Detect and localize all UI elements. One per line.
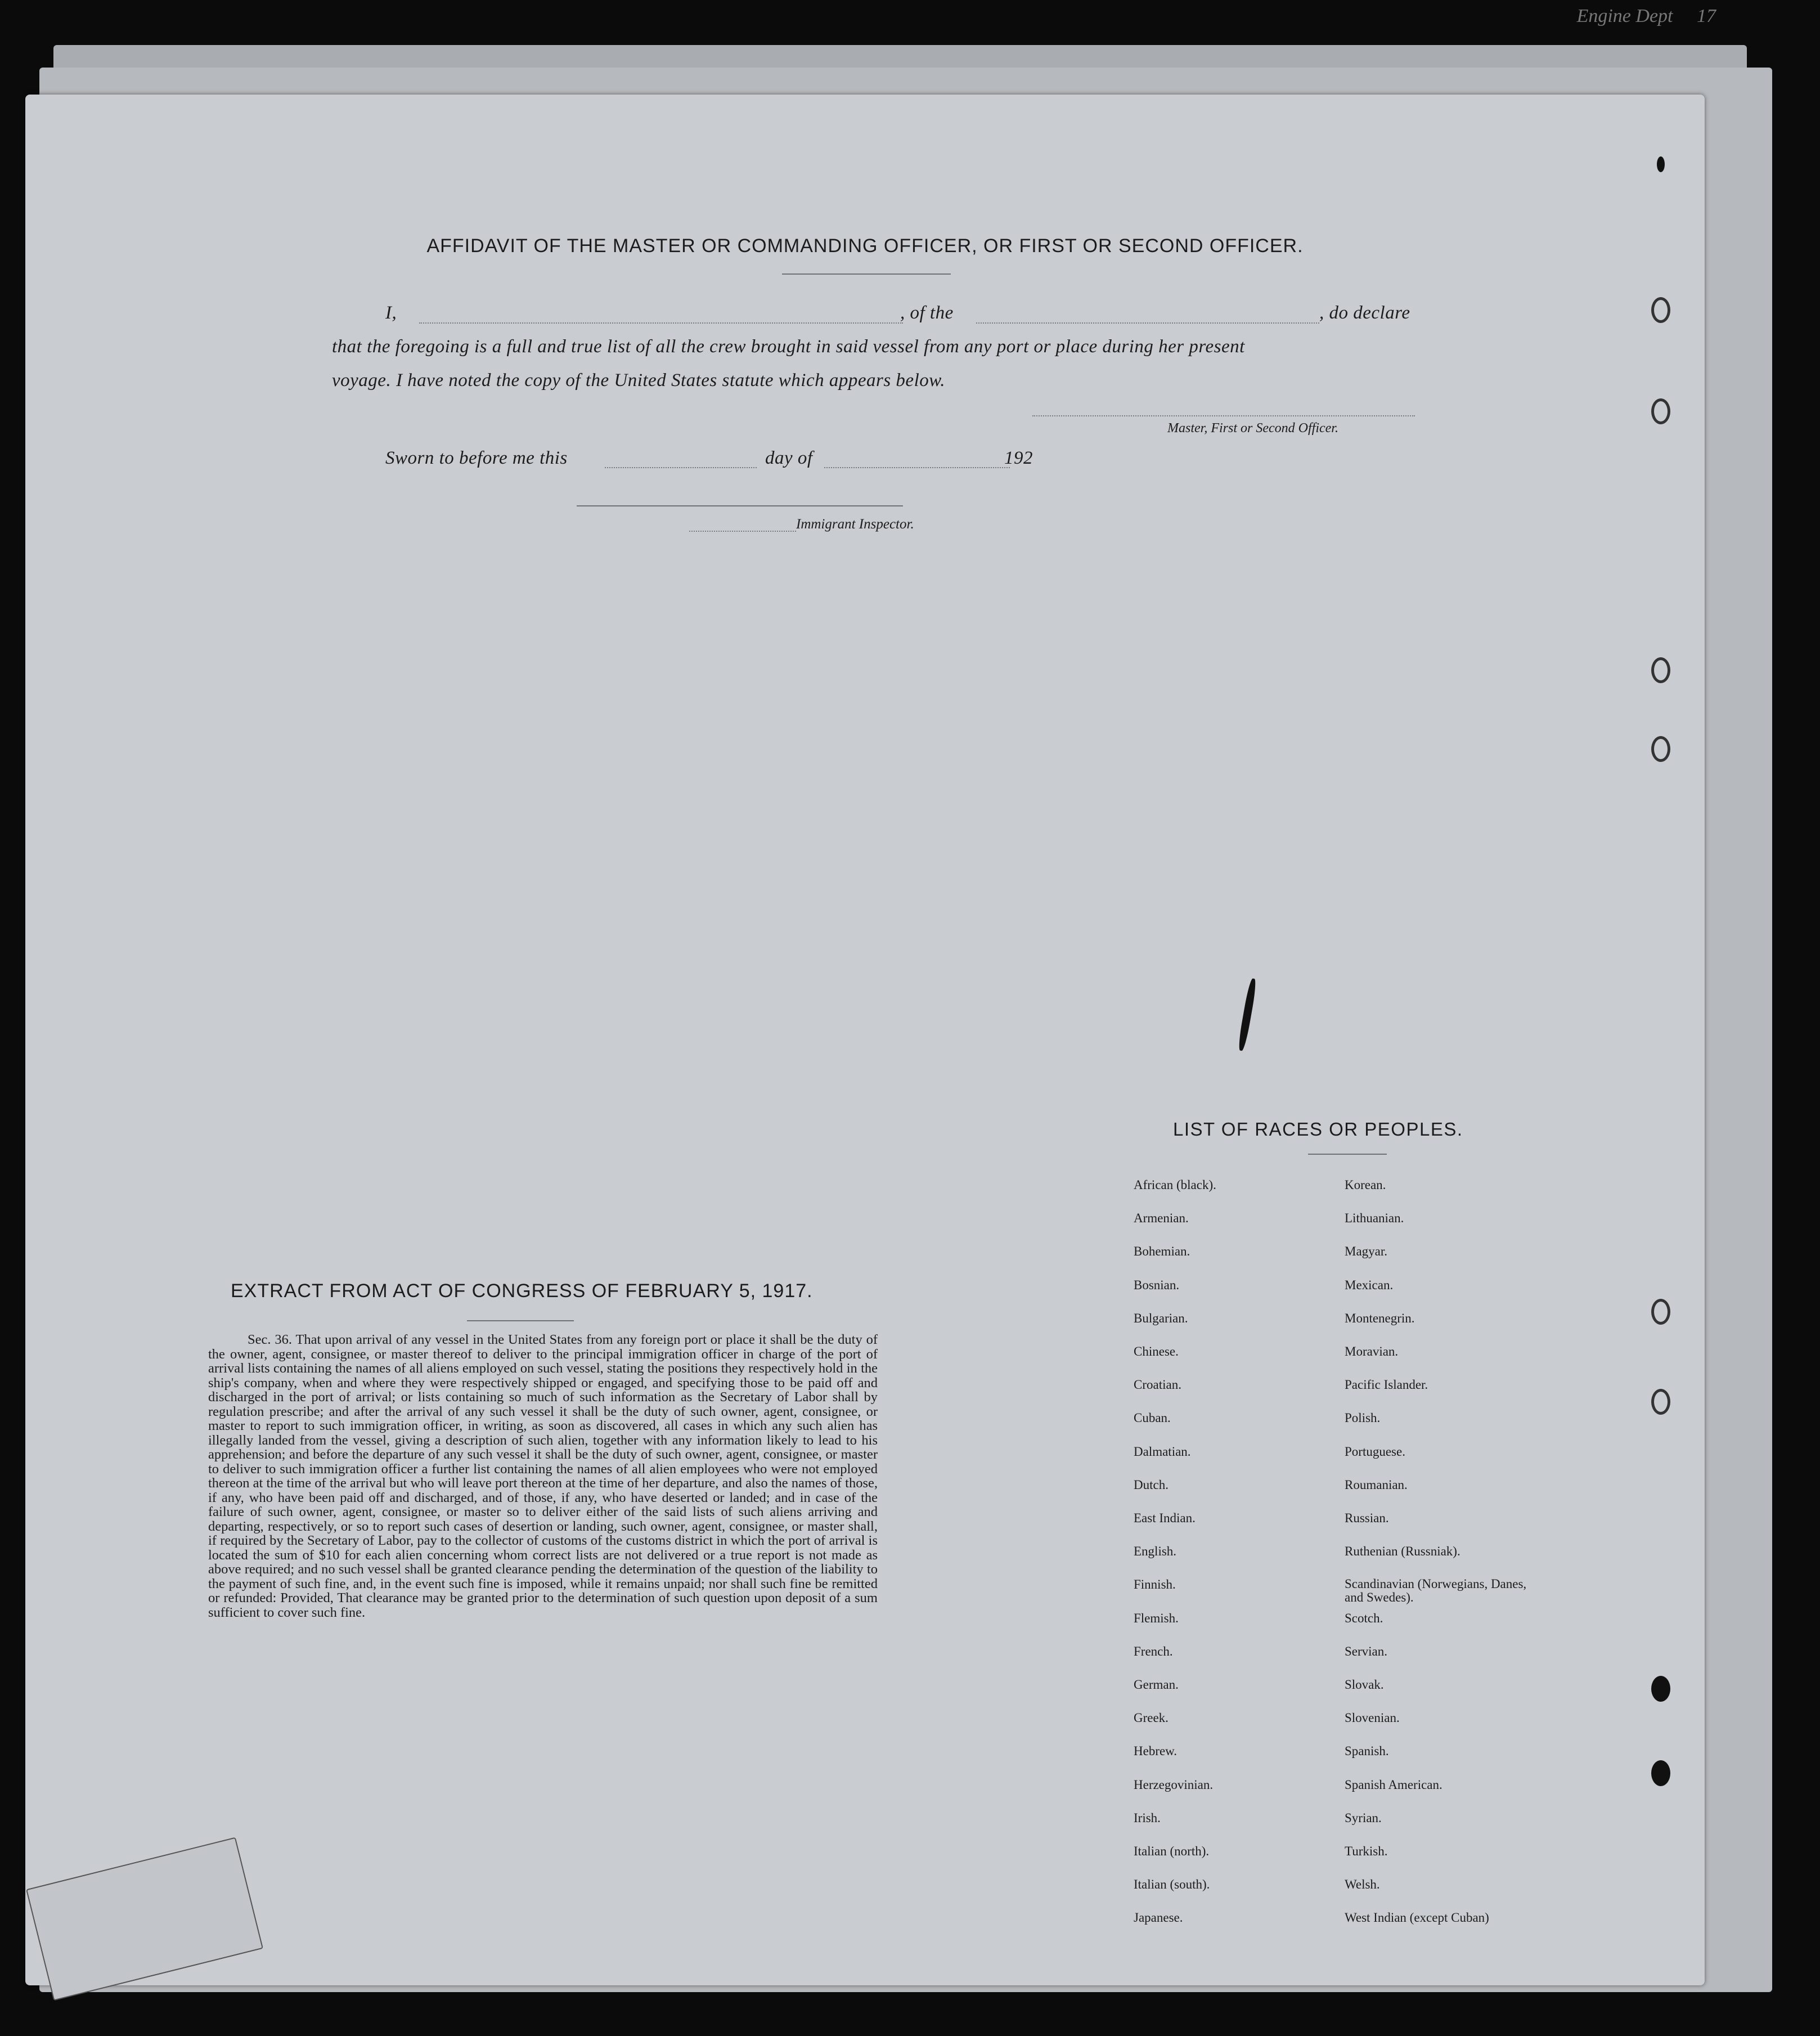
- affidavit-statute-line: voyage. I have noted the copy of the United States statute which appears below.: [332, 370, 946, 391]
- corner-handwritten-note: Engine Dept 17: [1576, 6, 1716, 26]
- race-item: Moravian.: [1345, 1344, 1399, 1358]
- vessel-blank: [976, 322, 1319, 324]
- race-item: African (black).: [1134, 1178, 1216, 1192]
- extract-body: Sec. 36. That upon arrival of any vessel in the United States from any foreign port or place it shall be the duty of the owner, agent, consignee, or master thereof to deliver to the principal immigration officer in charge of the port of arrival lists containing the names of all aliens employed on such vessel, stating the positions they respectively hold in the ship's company, when and where they were respectively shipped or engaged, and specifying those to be paid off and discharged in the port of arrival; or lists containing so much of such information as the Secretary of Labor shall by regulation prescribe; and after the arrival of any such vessel it shall be the duty of such owner, agent, consignee, or master to report to such immigration officer, in writing, as soon as discovered, all cases in which any such alien has illegally landed from the vessel, giving a description of such alien, together with any information likely to lead to his apprehension; and before the departure of any such vessel it shall be the duty of such owner, agent, consignee, or master to deliver to such immigration officer a further list containing the names of all alien employees who were not employed thereon at the time of the arrival but who will leave port thereon at the time of her departure, and also the names of those, if any, who have been paid off and discharged, and of those, if any, who have deserted or landed; and in case of the failure of such owner, agent, consignee, or master so to deliver either of the said lists of such aliens arriving and departing, respectively, or so to report such cases of desertion or landing, such owner, agent, consignee, or master shall, if required by the Secretary of Labor, pay to the collector of customs of the customs district in which the port of arrival is located the sum of $10 for each alien concerning whom correct lists are not delivered or a true report is not made as above required; and no such vessel shall be granted clearance pending the determination of the question of the liability to the payment of such fine, and, in the event such fine is imposed, while it remains unpaid; nor shall such fine be remitted or refunded: Provided, That clearance may be granted prior to the determination of such question upon deposit of a sum sufficient to cover such fine.: [208, 1332, 878, 1620]
- race-item: Herzegovinian.: [1134, 1777, 1214, 1792]
- affidavit-declaration-line: that the foregoing is a full and true list of all the crew brought in said vessel from any port or place during her present: [332, 337, 1245, 357]
- affidavit-i-label: I,: [385, 303, 397, 323]
- race-item: Polish.: [1345, 1411, 1381, 1425]
- race-item: Servian.: [1345, 1644, 1388, 1658]
- race-item: Korean.: [1345, 1178, 1386, 1192]
- manifest-page: [25, 95, 1705, 1985]
- binder-hole: [1651, 736, 1670, 762]
- affidavit-do-declare-label: , do declare: [1319, 303, 1410, 323]
- race-item: Magyar.: [1345, 1244, 1388, 1259]
- race-item: Lithuanian.: [1345, 1211, 1404, 1226]
- inspector-signature-line: [577, 505, 903, 506]
- sworn-month-blank: [824, 467, 1010, 468]
- race-item: Dutch.: [1134, 1477, 1169, 1492]
- race-item: Mexican.: [1345, 1277, 1394, 1292]
- race-item: Scandinavian (Norwegians, Danes, and Swedes).: [1345, 1577, 1527, 1605]
- signature-line: [1032, 415, 1415, 416]
- race-item: Italian (south).: [1134, 1877, 1210, 1892]
- sworn-day-blank: [605, 467, 757, 468]
- race-item: Bulgarian.: [1134, 1311, 1188, 1325]
- day-of-label: day of: [765, 448, 813, 468]
- race-item: Japanese.: [1134, 1911, 1183, 1925]
- race-item: Spanish American.: [1345, 1777, 1442, 1792]
- race-item: Cuban.: [1134, 1411, 1171, 1425]
- race-item: French.: [1134, 1644, 1173, 1658]
- binder-hole: [1651, 1760, 1670, 1786]
- race-item: Roumanian.: [1345, 1477, 1408, 1492]
- race-item: Finnish.: [1134, 1577, 1176, 1592]
- binder-hole: [1651, 297, 1670, 323]
- binder-hole: [1657, 156, 1665, 172]
- affidavit-of-the-label: , of the: [900, 303, 954, 323]
- binder-hole: [1651, 398, 1670, 424]
- race-item: German.: [1134, 1678, 1179, 1692]
- race-item: English.: [1134, 1544, 1177, 1559]
- binder-hole: [1651, 657, 1670, 683]
- binder-hole: [1651, 1389, 1670, 1415]
- binder-hole: [1651, 1676, 1670, 1702]
- race-item: Welsh.: [1345, 1877, 1380, 1892]
- race-item: Italian (north).: [1134, 1844, 1210, 1858]
- race-item: Hebrew.: [1134, 1744, 1178, 1759]
- race-item: Spanish.: [1345, 1744, 1389, 1759]
- race-item: Montenegrin.: [1345, 1311, 1415, 1325]
- ink-mark: [1237, 978, 1257, 1051]
- race-item: Irish.: [1134, 1810, 1161, 1825]
- race-item: Russian.: [1345, 1511, 1389, 1525]
- race-item: Armenian.: [1134, 1211, 1189, 1226]
- race-item: Greek.: [1134, 1711, 1169, 1725]
- race-item: Flemish.: [1134, 1611, 1179, 1625]
- affidavit-title: AFFIDAVIT OF THE MASTER OR COMMANDING OFFICER, OR FIRST OR SECOND OFFICER.: [426, 235, 1304, 257]
- races-title-rule: [1308, 1154, 1387, 1155]
- race-item: Turkish.: [1345, 1844, 1388, 1858]
- race-item: Portuguese.: [1345, 1444, 1405, 1459]
- race-item: Syrian.: [1345, 1810, 1382, 1825]
- race-item: East Indian.: [1134, 1511, 1196, 1525]
- inspector-dotted-lead: [689, 531, 796, 532]
- race-item: Scotch.: [1345, 1611, 1383, 1625]
- folded-corner: [26, 1837, 263, 2001]
- title-rule: [782, 273, 951, 275]
- binder-hole: [1651, 1299, 1670, 1325]
- race-item: Croatian.: [1134, 1378, 1181, 1392]
- race-item: Slovak.: [1345, 1678, 1384, 1692]
- inspector-caption: Immigrant Inspector.: [796, 517, 914, 532]
- races-title: LIST OF RACES OR PEOPLES.: [1173, 1119, 1463, 1140]
- race-item: Ruthenian (Russniak).: [1345, 1544, 1461, 1559]
- extract-title: EXTRACT FROM ACT OF CONGRESS OF FEBRUARY 5, 1917.: [231, 1280, 813, 1302]
- race-item: Dalmatian.: [1134, 1444, 1191, 1459]
- race-item: Bosnian.: [1134, 1277, 1180, 1292]
- race-item: Pacific Islander.: [1345, 1378, 1428, 1392]
- name-blank: [419, 322, 903, 324]
- race-item: West Indian (except Cuban): [1345, 1911, 1489, 1925]
- race-item: Slovenian.: [1345, 1711, 1400, 1725]
- sworn-label: Sworn to before me this: [385, 448, 568, 468]
- year-label: 192: [1004, 448, 1033, 468]
- signature-caption: Master, First or Second Officer.: [1167, 421, 1338, 436]
- race-item: Bohemian.: [1134, 1244, 1190, 1259]
- extract-title-rule: [467, 1320, 574, 1321]
- race-item: Chinese.: [1134, 1344, 1179, 1358]
